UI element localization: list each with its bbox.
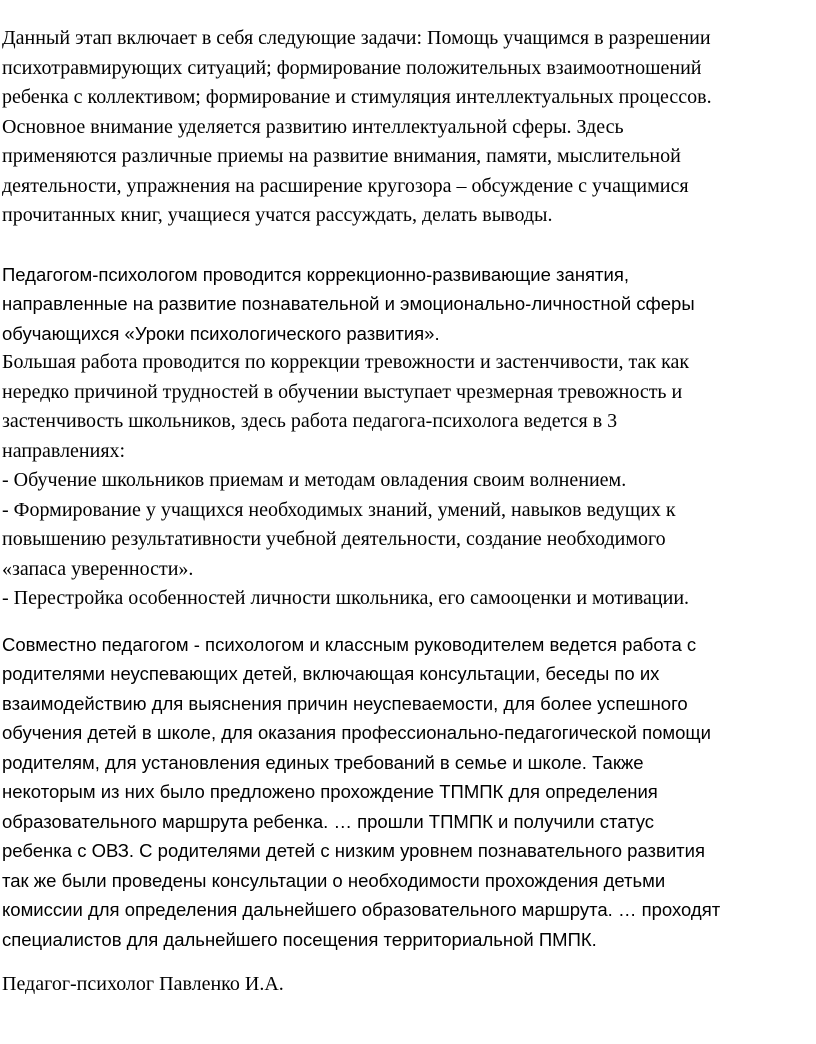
text-line: некоторым из них было предложено прохождение ТПМПК для определения: [2, 781, 658, 802]
list-item: - Перестройка особенностей личности школьника, его самооценки и мотивации.: [2, 587, 690, 609]
paragraph-spacer: [2, 954, 812, 970]
text-line: обучения детей в школе, для оказания профессионально-педагогической помощи: [2, 722, 711, 743]
text-line: родителям, для установления единых требований в семье и школе. Также: [2, 751, 644, 773]
list-item: - Обучение школьников приемам и методам овладения своим волнением.: [2, 469, 627, 491]
text-line: прочитанных книг, учащиеся учатся рассуждать, делать выводы.: [2, 204, 553, 226]
text-line: «запаса уверенности».: [2, 557, 194, 580]
text-line: родителями неуспевающих детей, включающая консультации, беседы по их: [2, 663, 660, 684]
signature: [2, 970, 812, 1000]
signature-text: Педагог-психолог Павленко И.А.: [2, 973, 284, 995]
text-line: взаимодействию для выяснения причин неуспеваемости, для более успешного: [2, 692, 688, 714]
text-line: повышению результативности учебной деятельности, создание необходимого: [2, 528, 666, 550]
text-line: комиссии для определения дальнейшего образовательного маршрута. … проходят: [2, 899, 721, 920]
text-line: психотравмирующих ситуаций; формирование положительных взаимоотношений: [2, 56, 702, 79]
text-line: обучающихся «Уроки психологического развития».: [2, 322, 440, 344]
text-line: деятельности, упражнения на расширение кругозора – обсуждение с учащимися: [2, 174, 689, 197]
paragraph-lessons: [2, 260, 812, 349]
paragraph-tasks: [2, 24, 812, 231]
text-line: направленные на развитие познавательной и эмоционально-личностной сферы: [2, 293, 695, 314]
text-line: Большая работа проводится по коррекции тревожности и застенчивости, так как: [2, 351, 690, 373]
text-line: Совместно педагогом - психологом и классным руководителем ведется работа с: [2, 633, 697, 655]
text-line: образовательного маршрута ребенка. … прошли ТПМПК и получили статус: [2, 810, 655, 832]
text-line: Основное внимание уделяется развитию интеллектуальной сферы. Здесь: [2, 115, 624, 138]
text-line: ребенка с ОВЗ. С родителями детей с низким уровнем познавательного развития: [2, 840, 705, 861]
text-line: Педагогом-психологом проводится коррекционно-развивающие занятия,: [2, 263, 630, 285]
paragraph-anxiety: [2, 348, 812, 614]
text-line: Данный этап включает в себя следующие задачи: Помощь учащимся в разрешении: [2, 27, 711, 49]
paragraph-spacer: [2, 231, 812, 260]
text-line: специалистов для дальнейшего посещения территориальной ПМПК.: [2, 928, 597, 950]
text-line: застенчивость школьников, здесь работа педагога-психолога ведется в 3: [2, 410, 618, 432]
document-page: [2, 24, 812, 1000]
text-line: так же были проведены консультации о необходимости прохождения детьми: [2, 869, 666, 891]
text-line: направлениях:: [2, 439, 126, 462]
text-line: нередко причиной трудностей в обучении выступает чрезмерная тревожность и: [2, 380, 683, 403]
text-line: ребенка с коллективом; формирование и стимуляция интеллектуальных процессов.: [2, 86, 712, 108]
paragraph-parents: [2, 630, 812, 955]
list-item: - Формирование у учащихся необходимых знаний, умений, навыков ведущих к: [2, 498, 676, 521]
text-line: применяются различные приемы на развитие внимания, памяти, мыслительной: [2, 145, 681, 167]
paragraph-spacer: [2, 614, 812, 630]
